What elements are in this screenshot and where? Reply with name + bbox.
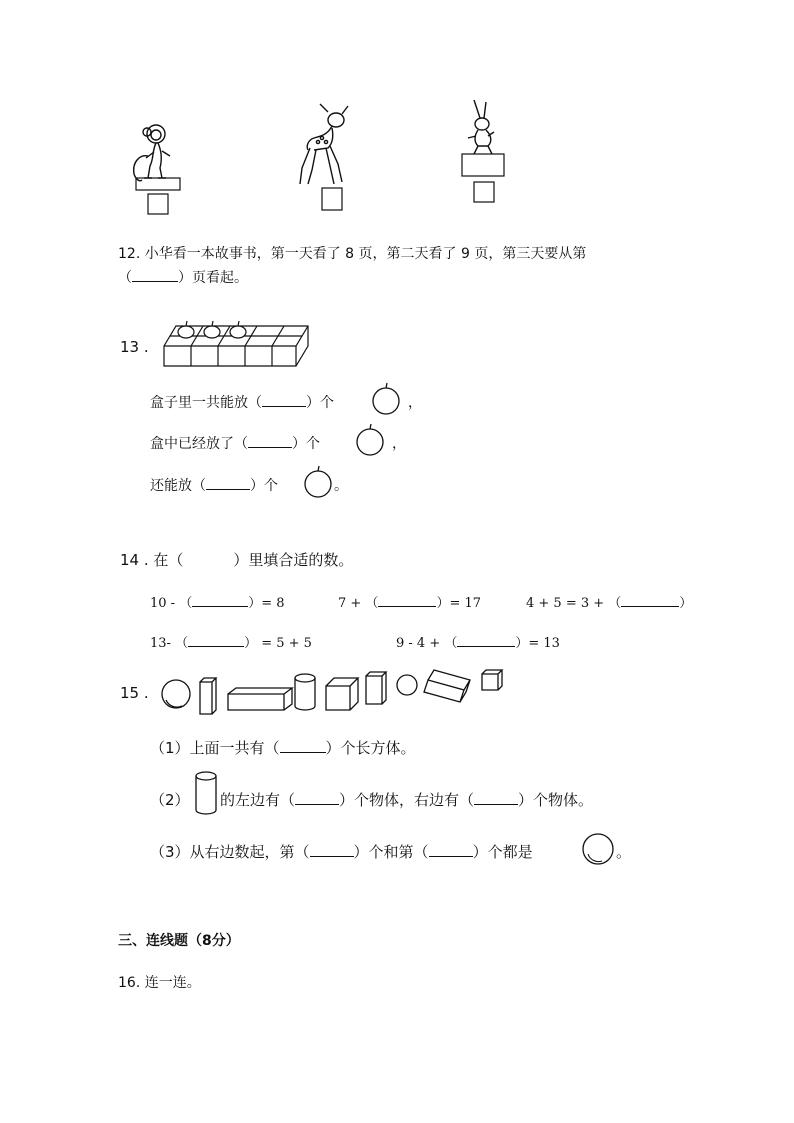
q14-eq3 xyxy=(526,592,692,611)
q14-eq5-pre: 9 - 4 + （ xyxy=(396,636,458,651)
q12-line2 xyxy=(118,267,248,287)
apple-icon xyxy=(355,426,387,456)
q15-blank-3[interactable] xyxy=(474,792,518,805)
q13-l1-end: ， xyxy=(408,395,422,411)
q12-close: ）页看起。 xyxy=(178,270,248,286)
q13-l2-end: ， xyxy=(392,436,406,452)
deer-icon xyxy=(300,104,348,184)
cuboid-icon xyxy=(366,672,386,704)
q13-l1-post: ）个 xyxy=(306,395,334,411)
q14-eq4 xyxy=(150,632,312,651)
cuboid-icon xyxy=(424,670,470,702)
rabbit-icon xyxy=(468,100,494,154)
ball-icon xyxy=(397,675,417,695)
q15-number: 15 . xyxy=(120,684,149,702)
q15-p2-post: ）个物体。 xyxy=(518,791,594,809)
q13-line1 xyxy=(150,392,334,412)
monkey-figure xyxy=(118,96,188,218)
q15-blank-4[interactable] xyxy=(310,844,354,857)
q13-number: 13 . xyxy=(120,338,149,356)
cuboid-icon xyxy=(200,678,216,714)
q14-eq1-pre: 10 - （ xyxy=(150,596,193,611)
section-3-title: 三、连线题（8分） xyxy=(118,933,240,949)
q14-eq5-post: ）= 13 xyxy=(515,636,560,651)
apple-box-figure xyxy=(160,318,312,376)
q13-line3 xyxy=(150,475,278,495)
q13-line2 xyxy=(150,433,320,453)
q15-p1-pre: （1）上面一共有（ xyxy=(150,739,280,757)
q14-eq4-pre: 13- （ xyxy=(150,636,189,651)
ball-icon xyxy=(582,832,616,866)
cube-icon xyxy=(482,670,502,690)
q13-blank-1[interactable] xyxy=(262,394,306,407)
q14-eq2-post: ）= 17 xyxy=(436,596,482,611)
q14-title-post: ）里填合适的数。 xyxy=(233,551,354,569)
cube-icon xyxy=(326,678,358,710)
q13-blank-2[interactable] xyxy=(248,435,292,448)
q14-eq1-post: ）= 8 xyxy=(248,596,285,611)
q15-blank-5[interactable] xyxy=(429,844,473,857)
deer-figure xyxy=(292,100,362,215)
q14-blank-4[interactable] xyxy=(188,634,244,647)
q14-blank-3[interactable] xyxy=(621,594,679,607)
q15-p3-mid: ）个和第（ xyxy=(353,843,429,861)
q15-blank-2[interactable] xyxy=(295,792,339,805)
q14-eq3-post: ） xyxy=(679,596,693,611)
q14-eq2-pre: 7 + （ xyxy=(338,596,379,611)
q15-p2-mid2: ）个物体，右边有（ xyxy=(339,791,475,809)
q15-p3-mid2: ）个都是 xyxy=(472,843,533,861)
rabbit-figure xyxy=(458,96,514,208)
rabbit-pedestal-top xyxy=(462,154,504,176)
q13-l2-post: ）个 xyxy=(292,436,320,452)
q14-eq2 xyxy=(338,592,481,611)
q13-l2-pre: 盒中已经放了（ xyxy=(150,436,248,452)
q14-blank-5[interactable] xyxy=(457,634,515,647)
monkey-pedestal-top xyxy=(136,178,180,190)
q14-eq1 xyxy=(150,592,285,611)
apple-icon xyxy=(303,468,335,498)
q15-part2-pre: （2） xyxy=(150,791,190,809)
q13-l3-pre: 还能放（ xyxy=(150,478,206,494)
q15-part1 xyxy=(150,737,416,758)
apples-in-box xyxy=(178,321,246,338)
q16-text: 16. 连一连。 xyxy=(118,975,201,991)
q14-eq5 xyxy=(396,632,560,651)
cylinder-icon xyxy=(194,770,220,818)
ball-icon xyxy=(162,680,190,708)
q14-title-pre: 14 . 在（ xyxy=(120,551,184,569)
q15-p3-pre: （3）从右边数起，第（ xyxy=(150,843,310,861)
apple-icon xyxy=(371,385,403,415)
q15-part2 xyxy=(220,789,593,810)
q15-p3-end: 。 xyxy=(616,843,632,861)
q14-blank-2[interactable] xyxy=(378,594,436,607)
q15-p2-mid: 的左边有（ xyxy=(220,791,296,809)
q15-part3 xyxy=(150,841,533,862)
q12-line1: 12. 小华看一本故事书，第一天看了 8 页，第二天看了 9 页，第三天要从第 xyxy=(118,246,587,262)
q14-title xyxy=(120,549,353,570)
monkey-icon xyxy=(134,125,170,181)
q13-l3-post: ）个 xyxy=(250,478,278,494)
q12-open: （ xyxy=(118,270,132,286)
cuboid-icon xyxy=(228,688,292,710)
q15-p1-post: ）个长方体。 xyxy=(325,739,416,757)
rabbit-answer-box xyxy=(474,182,494,202)
monkey-answer-box xyxy=(148,194,168,214)
q12-blank[interactable] xyxy=(132,269,178,282)
q14-blank-1[interactable] xyxy=(192,594,248,607)
deer-answer-box xyxy=(322,188,342,210)
q15-blank-1[interactable] xyxy=(280,740,326,753)
q14-eq4-post: ） = 5 + 5 xyxy=(244,636,312,651)
solids-row-figure xyxy=(158,664,508,720)
q13-blank-3[interactable] xyxy=(206,477,250,490)
q13-l1-pre: 盒子里一共能放（ xyxy=(150,395,262,411)
q13-l3-end: 。 xyxy=(334,478,348,494)
q14-eq3-pre: 4 + 5 = 3 + （ xyxy=(526,596,622,611)
cylinder-icon xyxy=(295,674,315,710)
